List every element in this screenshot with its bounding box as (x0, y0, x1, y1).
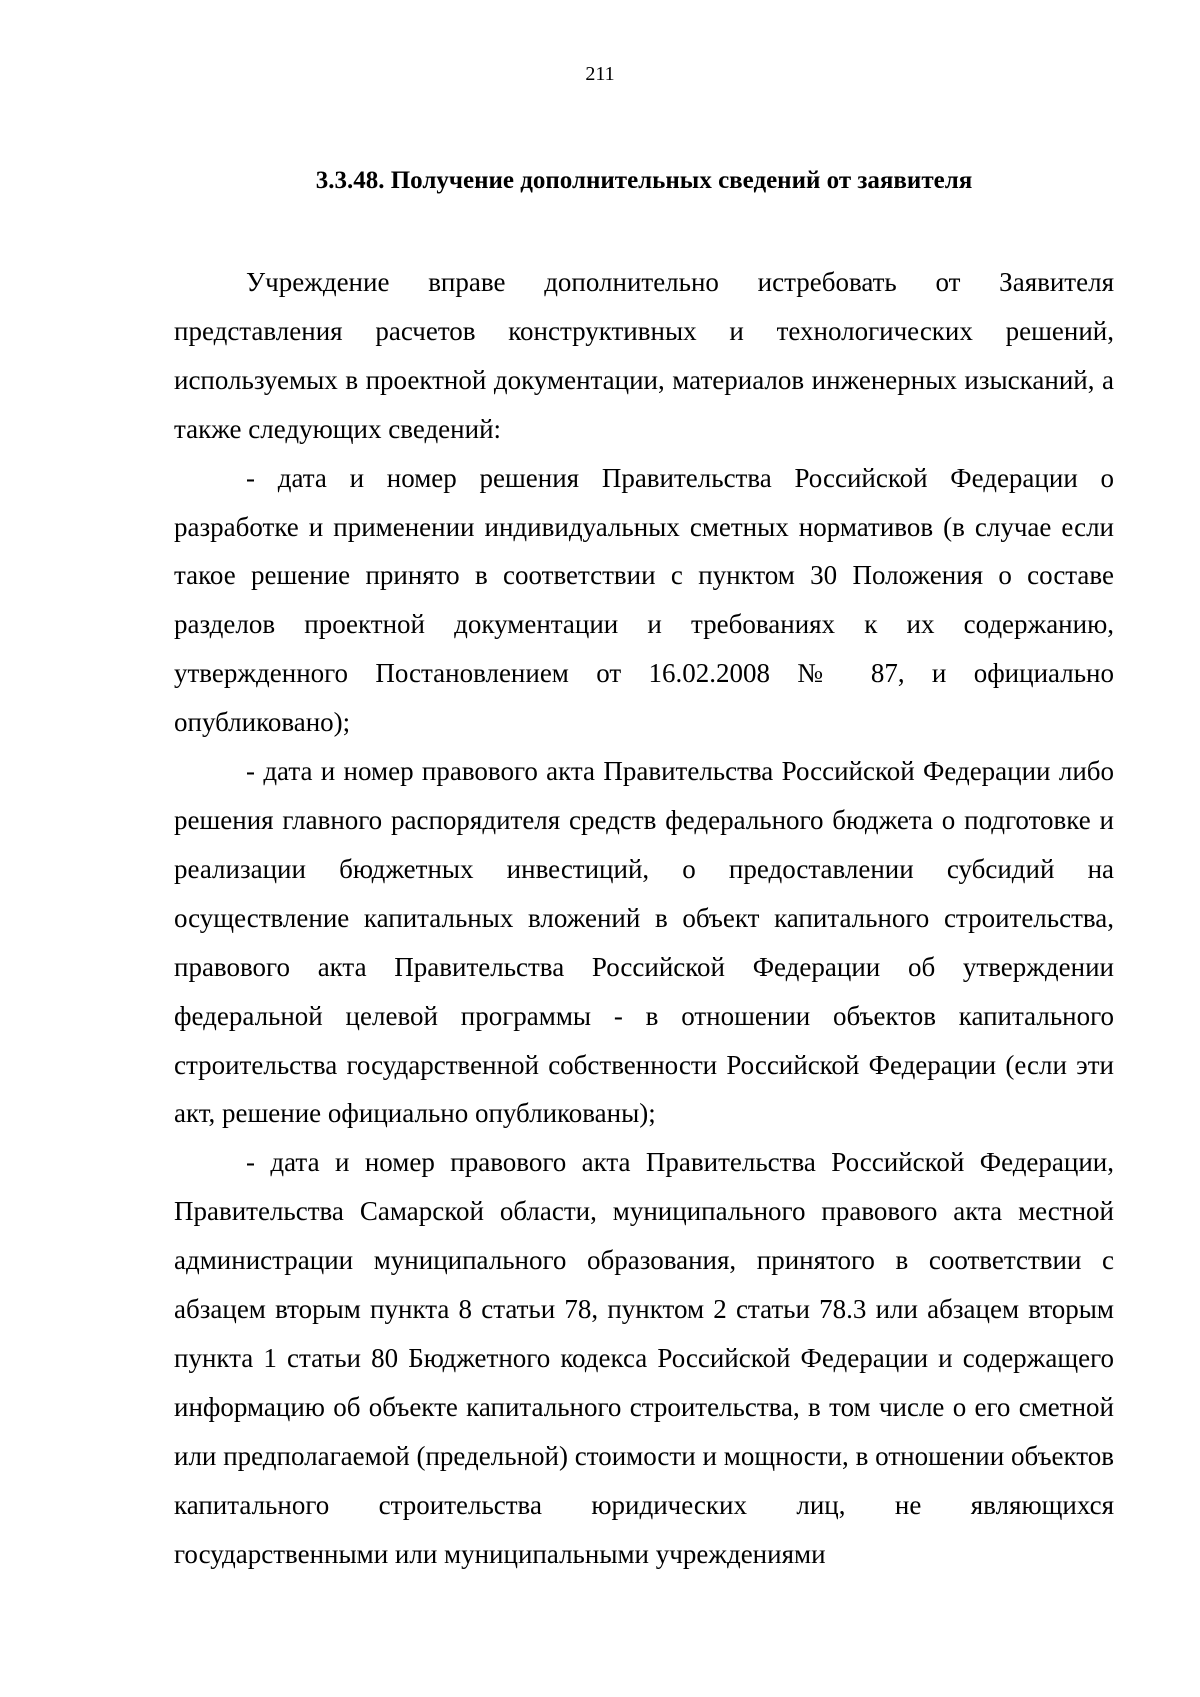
section-heading: 3.3.48. Получение дополнительных сведений от заявителя (315, 167, 973, 194)
paragraph-item-1: - дата и номер решения Правительства Российской Федерации о разработке и применении индивидуальных сметных нормативов (в случае если такое решение принято в соответствии с пунктом 30 Положения о составе разделов проектной документации и требованиях к их содержанию, утвержденного Постановлением от 16.02.2008 № 87, и официально опубликовано); (174, 462, 1114, 738)
document-body (174, 258, 1114, 1578)
paragraph-item-2: - дата и номер правового акта Правительства Российской Федерации либо решения главного распорядителя средств федерального бюджета о подготовке и реализации бюджетных инвестиций, о предоставлении субсидий на осуществление капитальных вложений в объект капитального строительства, правового акта Правительства Российской Федерации об утверждении федеральной целевой программы - в отношении объектов капитального строительства государственной собственности Российской Федерации (если эти акт, решение официально опубликованы); (174, 756, 1114, 1129)
page-number: 211 (585, 63, 615, 85)
paragraph-item-3: - дата и номер правового акта Правительства Российской Федерации, Правительства Самарской области, муниципального правового акта местной администрации муниципального образования, принятого в соответствии с абзацем вторым пункта 8 статьи 78, пунктом 2 статьи 78.3 или абзацем вторым пункта 1 статьи 80 Бюджетного кодекса Российской Федерации и содержащего информацию об объекте капитального строительства, в том числе о его сметной или предполагаемой (предельной) стоимости и мощности, в отношении объектов капитального строительства юридических лиц, не являющихся государственными или муниципальными учреждениями (174, 1147, 1114, 1569)
paragraph-intro: Учреждение вправе дополнительно истребовать от Заявителя представления расчетов конструктивных и технологических решений, используемых в проектной документации, материалов инженерных изысканий, а также следующих сведений: (174, 267, 1114, 444)
